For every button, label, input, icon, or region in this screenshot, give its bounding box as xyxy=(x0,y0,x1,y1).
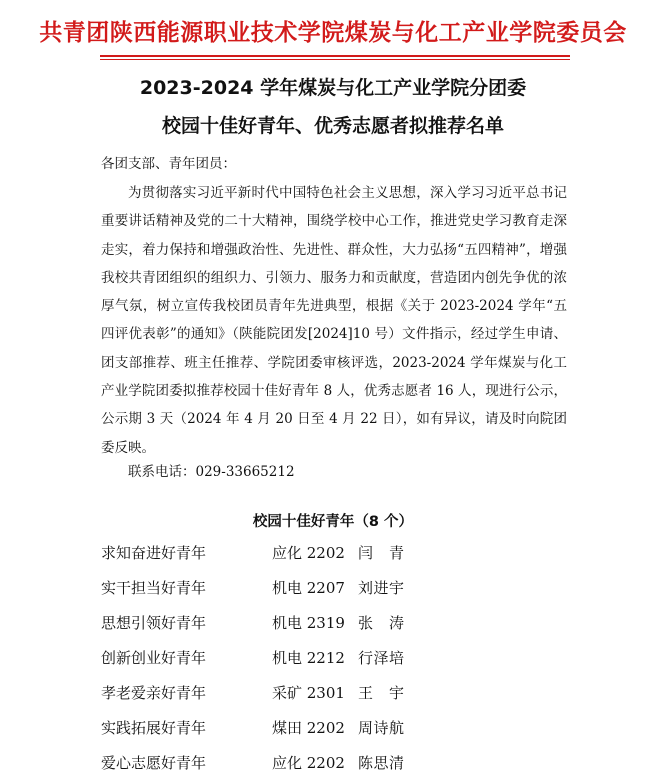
table-row xyxy=(0,612,666,638)
table-row xyxy=(0,647,666,673)
student-name: 陈思清 xyxy=(358,754,405,772)
award-name: 创新创业好青年 xyxy=(101,649,207,667)
award-name: 实干担当好青年 xyxy=(101,579,207,597)
class-name: 机电 2319 xyxy=(272,614,345,632)
list-title: 校园十佳好青年（8 个） xyxy=(252,514,414,530)
class-name: 煤田 2202 xyxy=(272,719,345,737)
org-header: 共青团陕西能源职业技术学院煤炭与化工产业学院委员会 xyxy=(39,19,627,46)
document-title-line2: 校园十佳好青年、优秀志愿者拟推荐名单 xyxy=(161,115,504,137)
table-row xyxy=(0,542,666,568)
class-name: 应化 2202 xyxy=(272,544,345,562)
award-name: 思想引领好青年 xyxy=(101,614,207,632)
class-name: 采矿 2301 xyxy=(272,684,345,702)
award-name: 孝老爱亲好青年 xyxy=(101,684,207,702)
header-rule-thin xyxy=(100,59,570,60)
class-name: 机电 2207 xyxy=(272,579,345,597)
table-row xyxy=(0,682,666,708)
student-name: 行泽培 xyxy=(358,649,405,667)
award-name: 求知奋进好青年 xyxy=(101,544,207,562)
award-name: 爱心志愿好青年 xyxy=(101,754,207,772)
student-name: 周诗航 xyxy=(358,719,405,737)
student-name: 王 宇 xyxy=(358,684,405,702)
class-name: 机电 2212 xyxy=(272,649,345,667)
body-paragraph: 为贯彻落实习近平新时代中国特色社会主义思想，深入学习习近平总书记重要讲话精神及党的二十大精神，围绕学校中心工作，推进党史学习教育走深走实，着力保持和增强政治性、先进性、群众性，大力弘扬“五四精神”，增强我校共青团组织的组织力、引领力、服务力和贡献度，营造团内创先争优的浓厚气氛，树立宣传我校团员青年先进典型，根据《关于 2023-2024 学年“五四评优表彰”的通知》（陕能院团发[2024]10 号）文件指示，经过学生申请、团支部推荐、班主任推荐、学院团委审核评选，2023-2024 学年煤炭与化工产业学院团委拟推荐校园十佳好青年 8 人，优秀志愿者 16 人，现进行公示，公示期 3 天（2024 年 4 月 20 日至 4 月 22 日），如有异议，请及时向院团委反映。 xyxy=(101,185,567,456)
student-name: 张 涛 xyxy=(358,614,405,632)
table-row xyxy=(0,577,666,603)
table-row xyxy=(0,717,666,743)
contact-phone: 联系电话：029-33665212 xyxy=(128,464,295,480)
salutation: 各团支部、青年团员： xyxy=(101,156,236,172)
class-name: 应化 2202 xyxy=(272,754,345,772)
student-name: 闫 青 xyxy=(358,544,405,562)
table-row xyxy=(0,752,666,778)
header-rule-thick xyxy=(100,55,570,57)
document-title-line1: 2023-2024 学年煤炭与化工产业学院分团委 xyxy=(139,77,527,99)
award-name: 实践拓展好青年 xyxy=(101,719,207,737)
student-name: 刘进宇 xyxy=(358,579,405,597)
